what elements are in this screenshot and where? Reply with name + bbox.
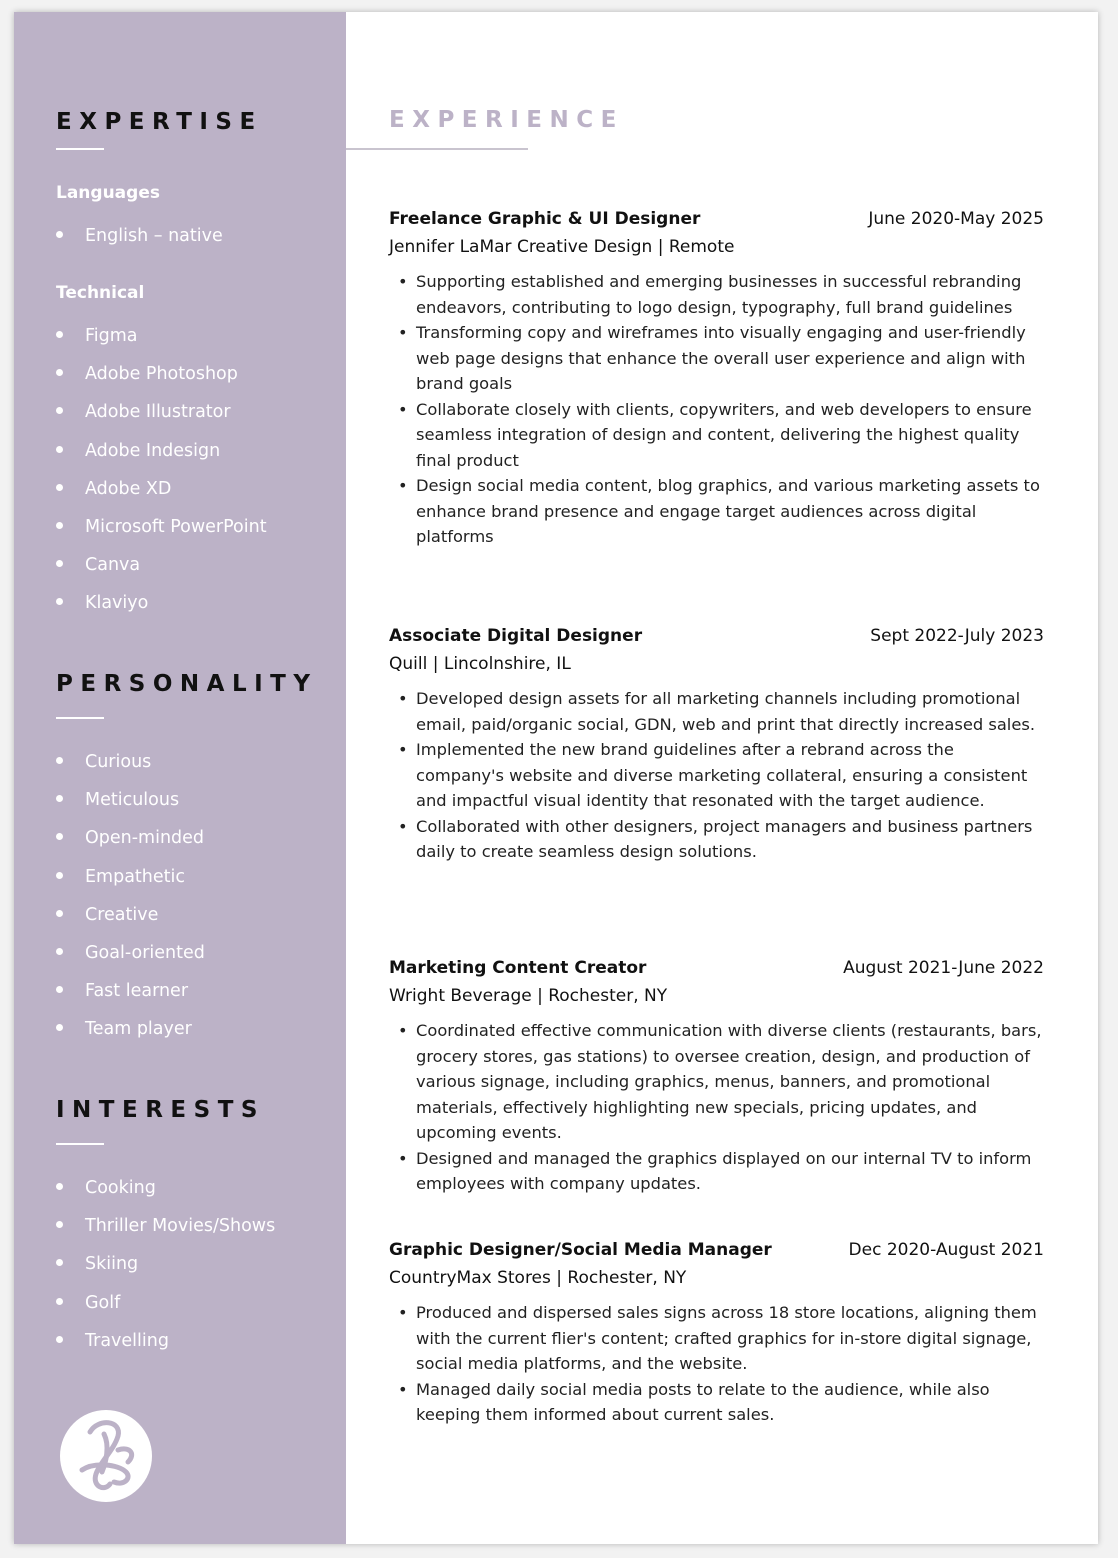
list-item (56, 325, 267, 363)
job-title: Graphic Designer/Social Media Manager (389, 1240, 772, 1260)
job-dates: Dec 2020-August 2021 (848, 1240, 1044, 1260)
trait-label: Curious (85, 752, 152, 772)
skill-label: Canva (85, 555, 141, 576)
bullet-icon (56, 484, 63, 491)
job-company: Quill | Lincolnshire, IL (389, 654, 571, 674)
job-title: Freelance Graphic & UI Designer (389, 209, 701, 229)
bullet-icon (56, 948, 63, 955)
skill-label: Adobe XD (85, 478, 172, 499)
list-item: • Supporting established and emerging businesses in successful rebranding endeavors, contributing to logo design, typography, full brand guidelines (389, 269, 1044, 320)
list-item (56, 592, 267, 630)
skill-label: Adobe Illustrator (85, 402, 231, 423)
list-item: • Produced and dispersed sales signs across 18 store locations, aligning them with the current flier's content; crafted graphics for in-store digital signage, social media platforms, and the website. (389, 1300, 1044, 1377)
interest-label: Travelling (85, 1330, 169, 1351)
experience-divider (346, 148, 528, 150)
list-item (56, 942, 205, 980)
bullet-icon (56, 1336, 63, 1343)
job-header (389, 624, 1044, 650)
bullet-icon (56, 872, 63, 879)
personality-divider (56, 717, 104, 719)
job-entry (389, 1238, 1044, 1428)
list-item (56, 1253, 275, 1291)
list-item (56, 401, 267, 439)
bullet-icon (56, 1024, 63, 1031)
bullet-icon (56, 795, 63, 802)
job-bullets (389, 269, 1044, 550)
interest-label: Cooking (85, 1178, 156, 1198)
bullet-icon (56, 1221, 63, 1228)
trait-label: Fast learner (85, 981, 189, 1002)
trait-label: Creative (85, 904, 159, 925)
bullet-icon (56, 1183, 63, 1190)
job-bullets (389, 686, 1044, 865)
personality-list (56, 751, 205, 1057)
list-item: • Coordinated effective communication with diverse clients (restaurants, bars, grocery stores, gas stations) to oversee creation, design, and production of various signage, including graphics, menus, banners, and promotional materials, effectively highlighting new specials, pricing updates, and upcoming events. (389, 1018, 1044, 1146)
bullet-icon (56, 446, 63, 453)
job-header (389, 207, 1044, 233)
expertise-divider (56, 148, 104, 150)
list-item (56, 554, 267, 592)
list-item (56, 1018, 205, 1056)
job-title: Associate Digital Designer (389, 626, 643, 646)
language-label: English – native (85, 226, 223, 246)
interest-label: Thriller Movies/Shows (85, 1216, 276, 1237)
jl-monogram-logo-icon (60, 1410, 152, 1502)
skill-label: Adobe Photoshop (85, 364, 238, 385)
list-item: • Collaborate closely with clients, copywriters, and web developers to ensure seamless integration of design and content, delivering the highest quality final product (389, 397, 1044, 474)
skill-label: Microsoft PowerPoint (85, 516, 267, 537)
list-item (56, 478, 267, 516)
job-bullets (389, 1018, 1044, 1197)
bullet-icon (56, 231, 63, 238)
bullet-icon (56, 910, 63, 917)
technical-list (56, 325, 267, 631)
sidebar (14, 12, 346, 1544)
bullet-icon (56, 833, 63, 840)
list-item: • Developed design assets for all marketing channels including promotional email, paid/organic social, GDN, web and print that directly increased sales. (389, 686, 1044, 737)
job-header (389, 1238, 1044, 1264)
bullet-icon (56, 560, 63, 567)
job-entry (389, 956, 1044, 1197)
bullet-icon (56, 757, 63, 764)
job-bullets (389, 1300, 1044, 1428)
trait-label: Open-minded (85, 828, 205, 849)
job-entry (389, 207, 1044, 550)
bullet-icon (56, 407, 63, 414)
bullet-icon (56, 1259, 63, 1266)
skill-label: Adobe Indesign (85, 440, 221, 461)
job-entry (389, 624, 1044, 865)
interest-label: Golf (85, 1292, 121, 1313)
list-item (56, 866, 205, 904)
skill-label: Klaviyo (85, 593, 149, 614)
personality-heading: PERSONALITY (56, 671, 318, 697)
technical-label: Technical (56, 283, 145, 303)
trait-label: Meticulous (85, 790, 180, 811)
experience-heading: EXPERIENCE (389, 107, 624, 133)
languages-label: Languages (56, 183, 160, 203)
list-item (56, 363, 267, 401)
bullet-icon (56, 986, 63, 993)
interests-list (56, 1177, 275, 1368)
list-item: • Managed daily social media posts to relate to the audience, while also keeping them informed about current sales. (389, 1377, 1044, 1428)
job-dates: June 2020-May 2025 (868, 209, 1044, 229)
list-item (56, 980, 205, 1018)
list-item (56, 1215, 275, 1253)
resume-page (14, 12, 1098, 1544)
bullet-icon (56, 1298, 63, 1305)
bullet-icon (56, 331, 63, 338)
job-header (389, 956, 1044, 982)
trait-label: Empathetic (85, 866, 186, 887)
bullet-icon (56, 369, 63, 376)
interest-label: Skiing (85, 1254, 139, 1275)
bullet-icon (56, 598, 63, 605)
list-item (56, 1177, 275, 1215)
list-item: • Transforming copy and wireframes into visually engaging and user-friendly web page designs that enhance the overall user experience and align with brand goals (389, 320, 1044, 397)
job-dates: August 2021-June 2022 (843, 958, 1044, 978)
list-item (56, 1330, 275, 1368)
list-item: • Collaborated with other designers, project managers and business partners daily to create seamless design solutions. (389, 814, 1044, 865)
list-item: • Designed and managed the graphics displayed on our internal TV to inform employees with company updates. (389, 1146, 1044, 1197)
skill-label: Figma (85, 326, 138, 346)
job-company: CountryMax Stores | Rochester, NY (389, 1268, 687, 1288)
interests-heading: INTERESTS (56, 1097, 265, 1123)
bullet-icon (56, 522, 63, 529)
list-item (56, 516, 267, 554)
expertise-heading: EXPERTISE (56, 109, 263, 135)
job-dates: Sept 2022-July 2023 (870, 626, 1044, 646)
list-item: • Design social media content, blog graphics, and various marketing assets to enhance brand presence and engage target audiences across digital platforms (389, 473, 1044, 550)
trait-label: Goal-oriented (85, 942, 205, 963)
interests-divider (56, 1143, 104, 1145)
list-item (56, 789, 205, 827)
job-company: Jennifer LaMar Creative Design | Remote (389, 237, 735, 257)
job-title: Marketing Content Creator (389, 958, 647, 978)
list-item: • Implemented the new brand guidelines after a rebrand across the company's website and diverse marketing collateral, ensuring a consistent and impactful visual identity that resonated with the target audience. (389, 737, 1044, 814)
list-item (56, 827, 205, 865)
job-company: Wright Beverage | Rochester, NY (389, 986, 668, 1006)
languages-list (56, 225, 223, 263)
list-item (56, 225, 223, 263)
trait-label: Team player (85, 1019, 192, 1040)
list-item (56, 751, 205, 789)
list-item (56, 1292, 275, 1330)
list-item (56, 440, 267, 478)
list-item (56, 904, 205, 942)
